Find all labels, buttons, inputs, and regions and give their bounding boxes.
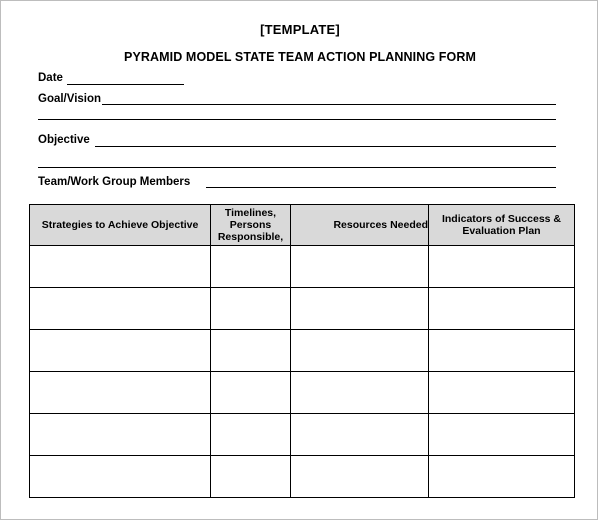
indicators-cell[interactable] [429,288,575,330]
table-row [30,414,575,456]
date-label: Date [38,72,63,84]
resources-cell[interactable] [291,330,429,372]
indicators-cell[interactable] [429,372,575,414]
goal-vision-field[interactable] [102,104,556,105]
date-field[interactable] [67,84,184,85]
strategy-cell[interactable] [30,288,211,330]
indicators-cell[interactable] [429,330,575,372]
timeline-cell[interactable] [211,456,291,498]
goal-vision-label: Goal/Vision [38,93,102,105]
strategy-cell[interactable] [30,414,211,456]
table-header-row [30,205,575,246]
indicators-cell[interactable] [429,246,575,288]
table-row [30,246,575,288]
strategy-cell[interactable] [30,372,211,414]
header-resources: Resources Needed [291,205,429,246]
team-members-label: Team/Work Group Members [38,176,191,188]
action-plan-table [29,204,575,498]
resources-cell[interactable] [291,372,429,414]
timeline-cell[interactable] [211,372,291,414]
table-row [30,330,575,372]
resources-cell[interactable] [291,456,429,498]
header-timelines: Timelines, Persons Responsible, [211,205,291,246]
timeline-cell[interactable] [211,414,291,456]
timeline-cell[interactable] [211,330,291,372]
objective-field-line-2[interactable] [38,167,556,168]
strategy-cell[interactable] [30,456,211,498]
timeline-cell[interactable] [211,246,291,288]
template-tag: [TEMPLATE] [260,22,340,37]
goal-vision-field-line-2[interactable] [38,119,556,120]
header-strategies: Strategies to Achieve Objective [30,205,211,246]
table-row [30,456,575,498]
form-title: PYRAMID MODEL STATE TEAM ACTION PLANNING FORM [124,50,476,64]
strategy-cell[interactable] [30,246,211,288]
team-members-field[interactable] [206,187,556,188]
table-row [30,288,575,330]
objective-label: Objective [38,134,90,146]
resources-cell[interactable] [291,414,429,456]
resources-cell[interactable] [291,246,429,288]
table-row [30,372,575,414]
header-indicators: Indicators of Success & Evaluation Plan [429,205,575,246]
indicators-cell[interactable] [429,414,575,456]
strategy-cell[interactable] [30,330,211,372]
indicators-cell[interactable] [429,456,575,498]
objective-field[interactable] [95,146,556,147]
timeline-cell[interactable] [211,288,291,330]
resources-cell[interactable] [291,288,429,330]
